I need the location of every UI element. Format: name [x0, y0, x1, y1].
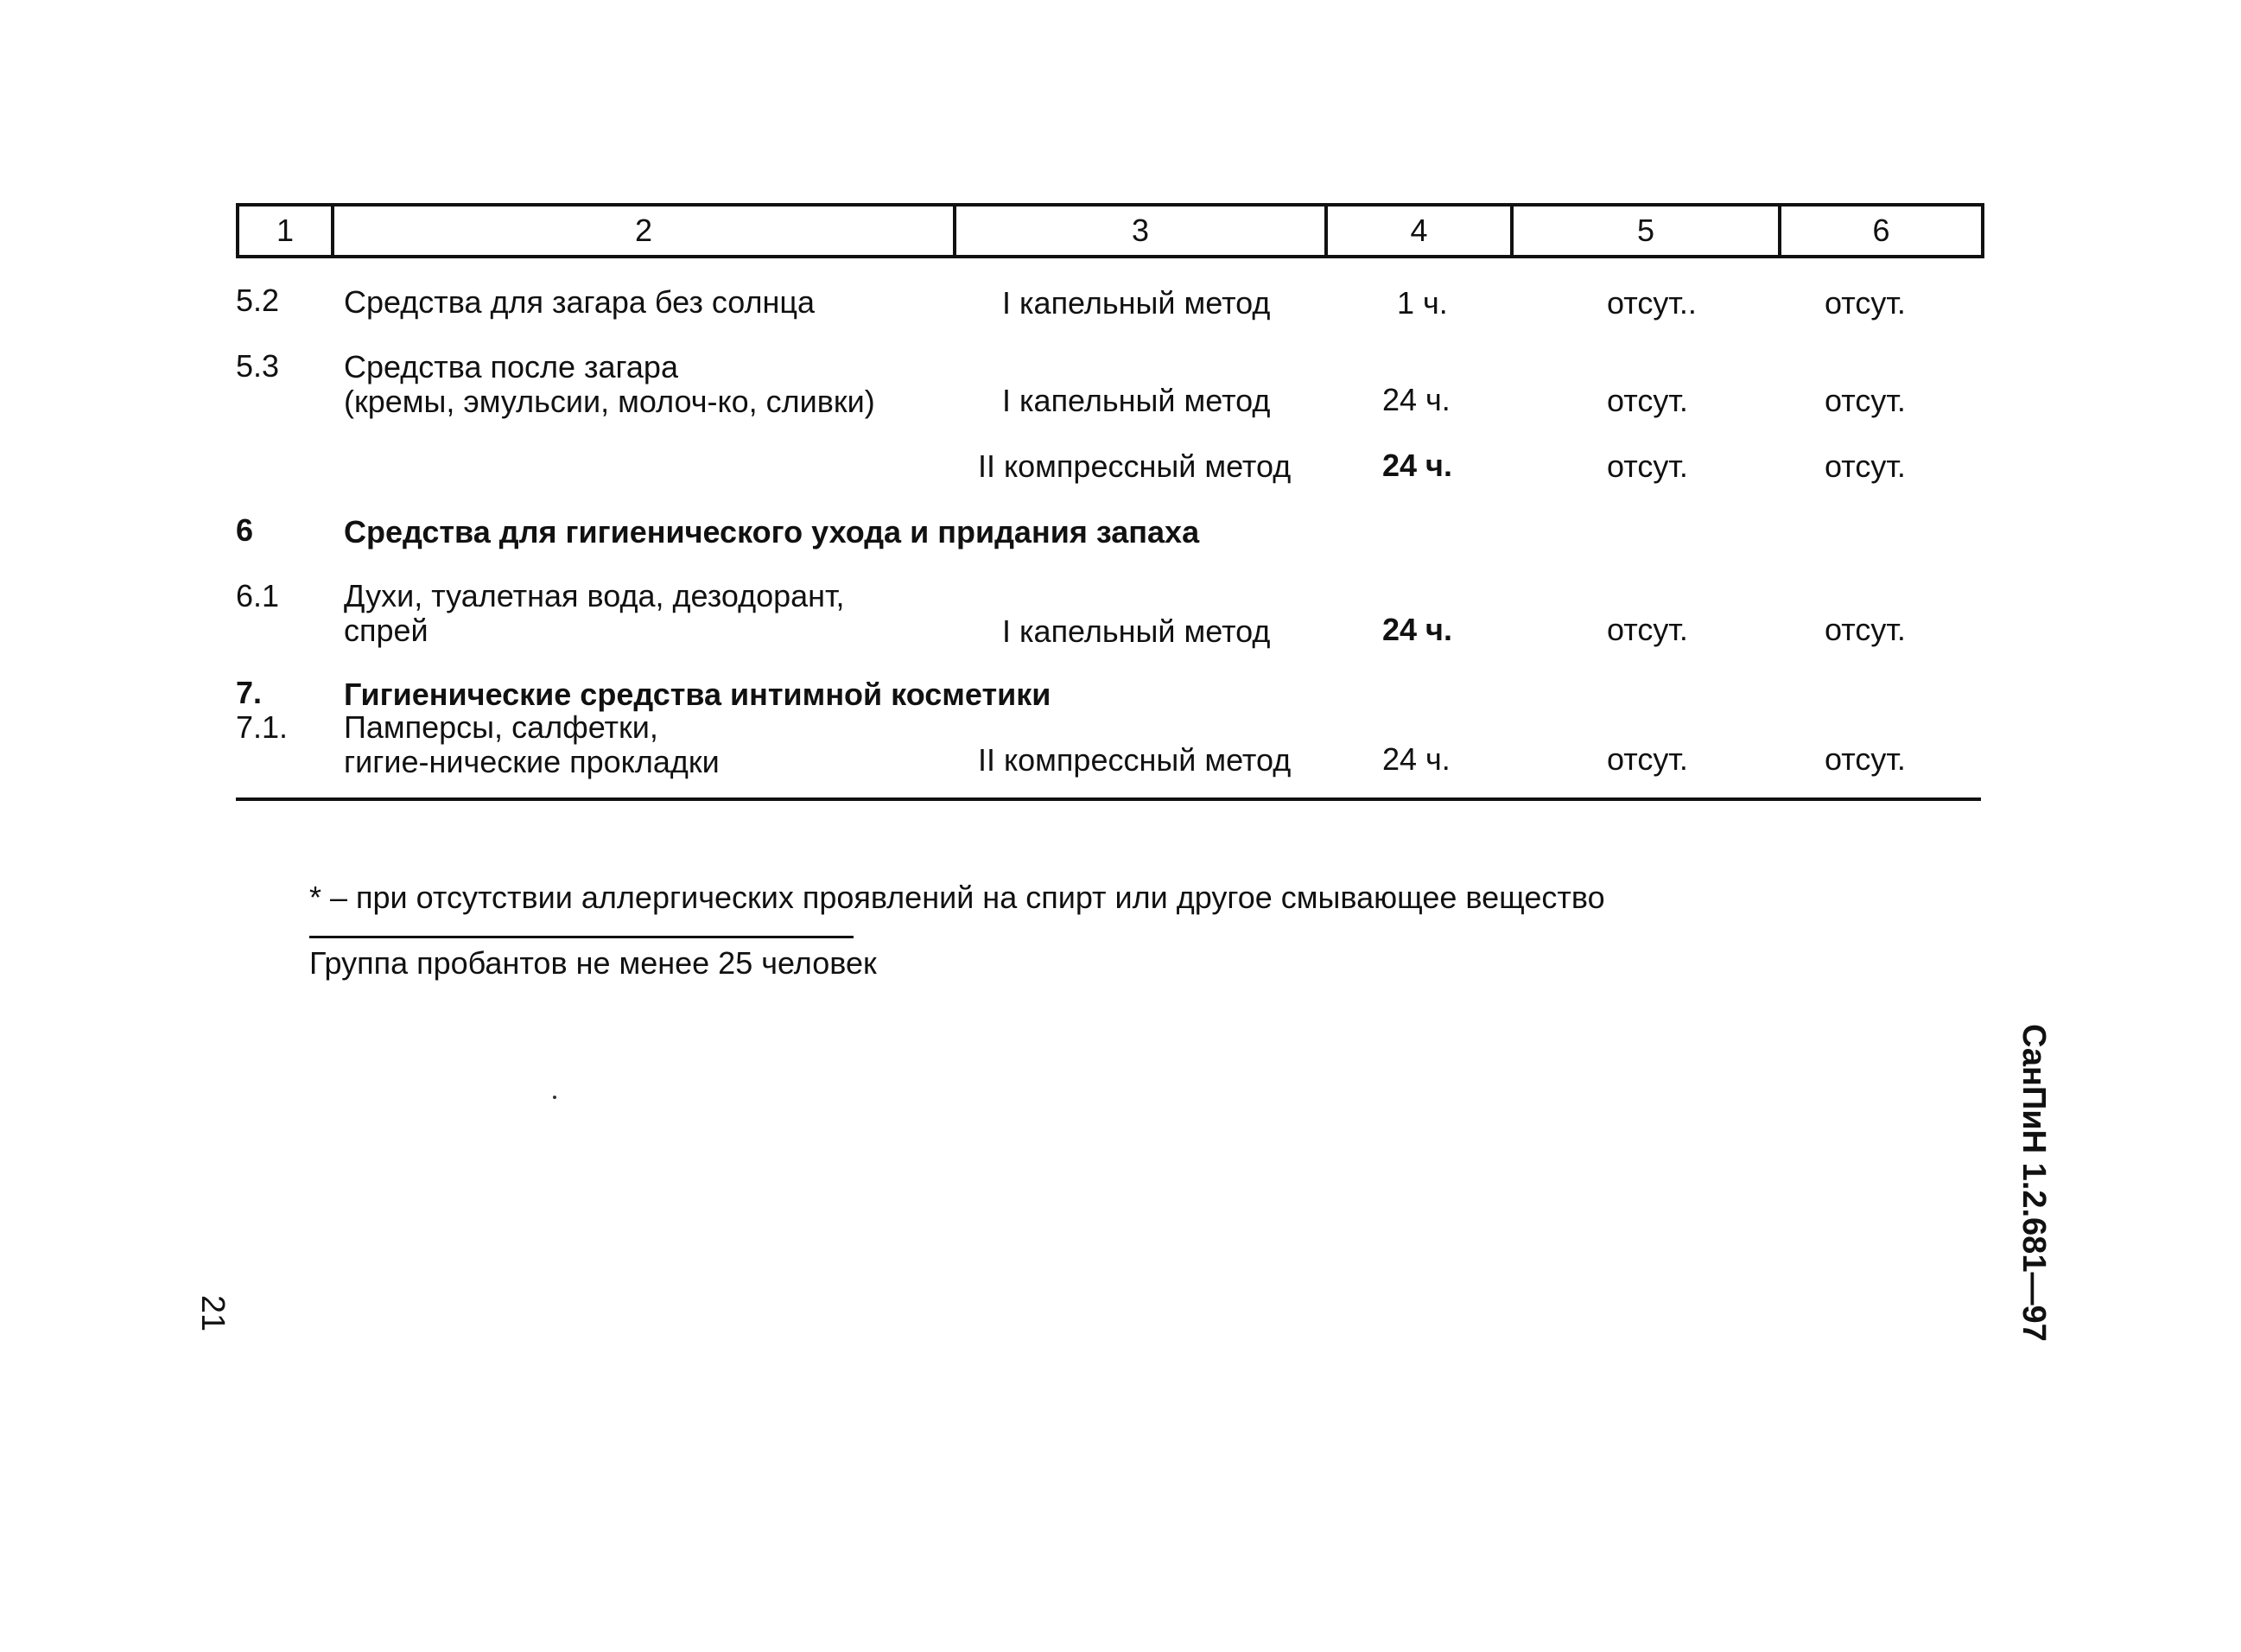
column-header-3: 3 [955, 205, 1326, 257]
row-col5: отсут.. [1607, 285, 1697, 321]
footnote: * – при отсутствии аллергических проявлений на спирт или другое смывающее вещество [309, 880, 1605, 915]
row-col6: отсут. [1825, 612, 1906, 647]
row-col5: отсут. [1607, 741, 1688, 777]
row-name: Средства после загара (кремы, эмульсии, молоч-ко, сливки) [344, 349, 875, 419]
note-divider [309, 936, 854, 938]
row-col6: отсут. [1825, 383, 1906, 418]
column-header-6: 6 [1780, 205, 1983, 257]
row-time: 1 ч. [1397, 285, 1448, 321]
column-header-1: 1 [238, 205, 333, 257]
row-col6: отсут. [1825, 285, 1906, 321]
column-header-row [238, 205, 1983, 257]
column-header-5: 5 [1512, 205, 1780, 257]
table-bottom-rule [236, 797, 1981, 801]
note: Группа пробантов не менее 25 человек [309, 945, 877, 981]
row-method: II компрессный метод [978, 742, 1292, 778]
section-number: 7. [236, 675, 263, 710]
row-method: I капельный метод [1002, 285, 1271, 321]
column-header-4: 4 [1326, 205, 1512, 257]
row-time: 24 ч. [1382, 612, 1452, 647]
row-name: Памперсы, салфетки, гигие-нические прокладки [344, 709, 720, 779]
row-name: Духи, туалетная вода, дезодорант, спрей [344, 578, 845, 648]
document-code: СанПиН 1.2.681—97 [2016, 1024, 2052, 1342]
row-number: 7.1. [236, 709, 289, 745]
row-col5: отсут. [1607, 448, 1688, 484]
row-col5: отсут. [1607, 612, 1688, 647]
row-number: 5.3 [236, 348, 280, 384]
row-time: 24 ч. [1382, 448, 1452, 483]
page-number: 21 [194, 1294, 231, 1332]
section-title: Средства для гигиенического ухода и придания запаха [344, 514, 1200, 550]
row-col6: отсут. [1825, 741, 1906, 777]
row-method: II компрессный метод [978, 448, 1292, 484]
row-col5: отсут. [1607, 383, 1688, 418]
row-name: Средства для загара без солнца [344, 284, 816, 320]
row-number: 6.1 [236, 578, 280, 613]
column-header-table [236, 203, 1984, 258]
row-method: I капельный метод [1002, 613, 1271, 649]
section-number: 6 [236, 512, 254, 548]
row-col6: отсут. [1825, 448, 1906, 484]
row-number: 5.2 [236, 283, 280, 318]
section-title: Гигиенические средства интимной косметики [344, 677, 1051, 712]
row-time: 24 ч. [1382, 741, 1451, 777]
row-method: I капельный метод [1002, 383, 1271, 418]
row-time: 24 ч. [1382, 382, 1451, 417]
column-header-2: 2 [333, 205, 955, 257]
stray-dot [553, 1096, 556, 1099]
